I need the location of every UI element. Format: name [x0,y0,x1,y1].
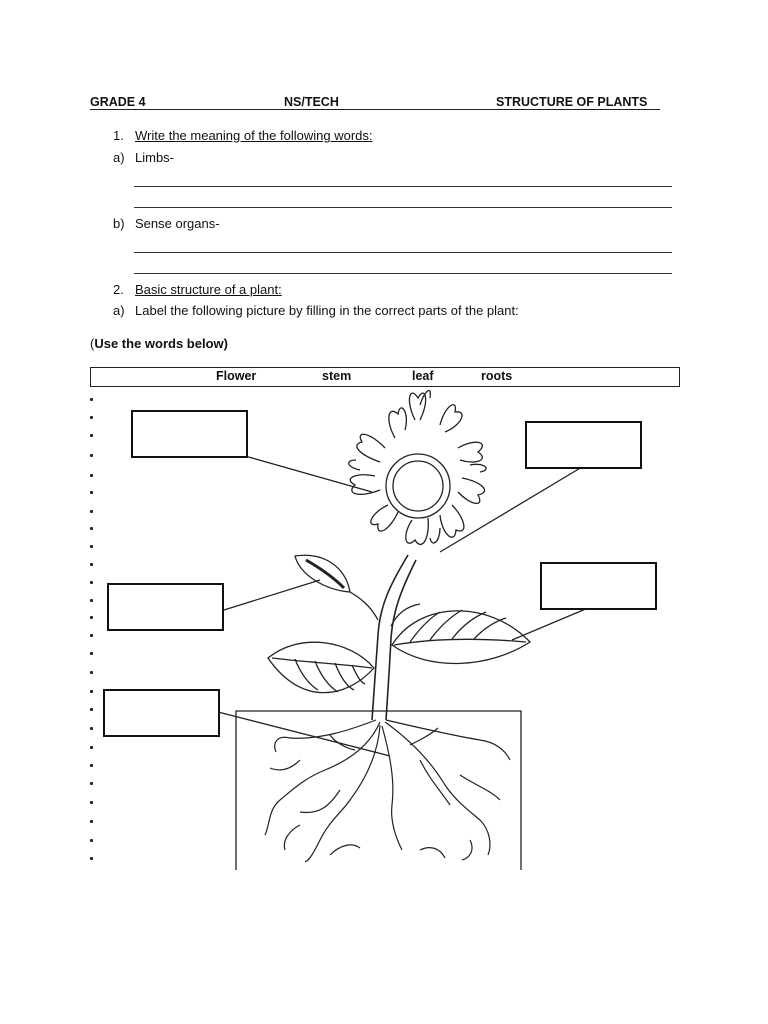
leader-line [218,712,390,756]
right-leaf-midrib [394,639,526,645]
subject-label: NS/TECH [284,95,339,109]
leader-line [224,580,320,610]
word-leaf: leaf [412,369,434,383]
roots-label-box[interactable] [103,689,220,737]
right-leaf-veins [410,610,506,642]
flower-petals [349,391,486,545]
word-stem: stem [322,369,352,383]
q2a-marker: a) [113,303,125,318]
leader-line [440,467,582,552]
top-right-label-box[interactable] [525,421,642,469]
left-leaf [268,642,374,692]
grade-label: GRADE 4 [90,95,146,109]
q1-number: 1. [113,128,124,143]
q2-title: Basic structure of a plant: [135,282,282,297]
word-flower: Flower [216,369,257,383]
right-leaf [392,611,530,664]
word-bank-paren: ( [90,336,95,351]
left-leaf-midrib [272,658,372,668]
stem-branch [391,604,420,626]
q1b-term: Sense organs- [135,216,220,231]
word-roots: roots [481,369,513,383]
right-leaf-label-box[interactable] [540,562,657,610]
q1a-marker: a) [113,150,125,165]
q2-number: 2. [113,282,124,297]
q2a-text: Label the following picture by filling in the correct parts of the plant: [135,303,519,318]
q1-instruction: Write the meaning of the following words: [135,128,373,143]
stem [372,555,408,720]
word-bank-heading-text: Use the words below) [94,336,228,351]
topic-label: STRUCTURE OF PLANTS [496,95,648,109]
flower-center-inner [393,461,443,511]
roots [265,720,510,862]
q1a-term: Limbs- [135,150,175,165]
left-leaf-label-box[interactable] [107,583,224,631]
flower-center-outer [386,454,450,518]
stem-branch [350,592,378,620]
q1b-marker: b) [113,216,125,231]
flower-label-box[interactable] [131,410,248,458]
bud-leaf-vein [306,560,344,588]
